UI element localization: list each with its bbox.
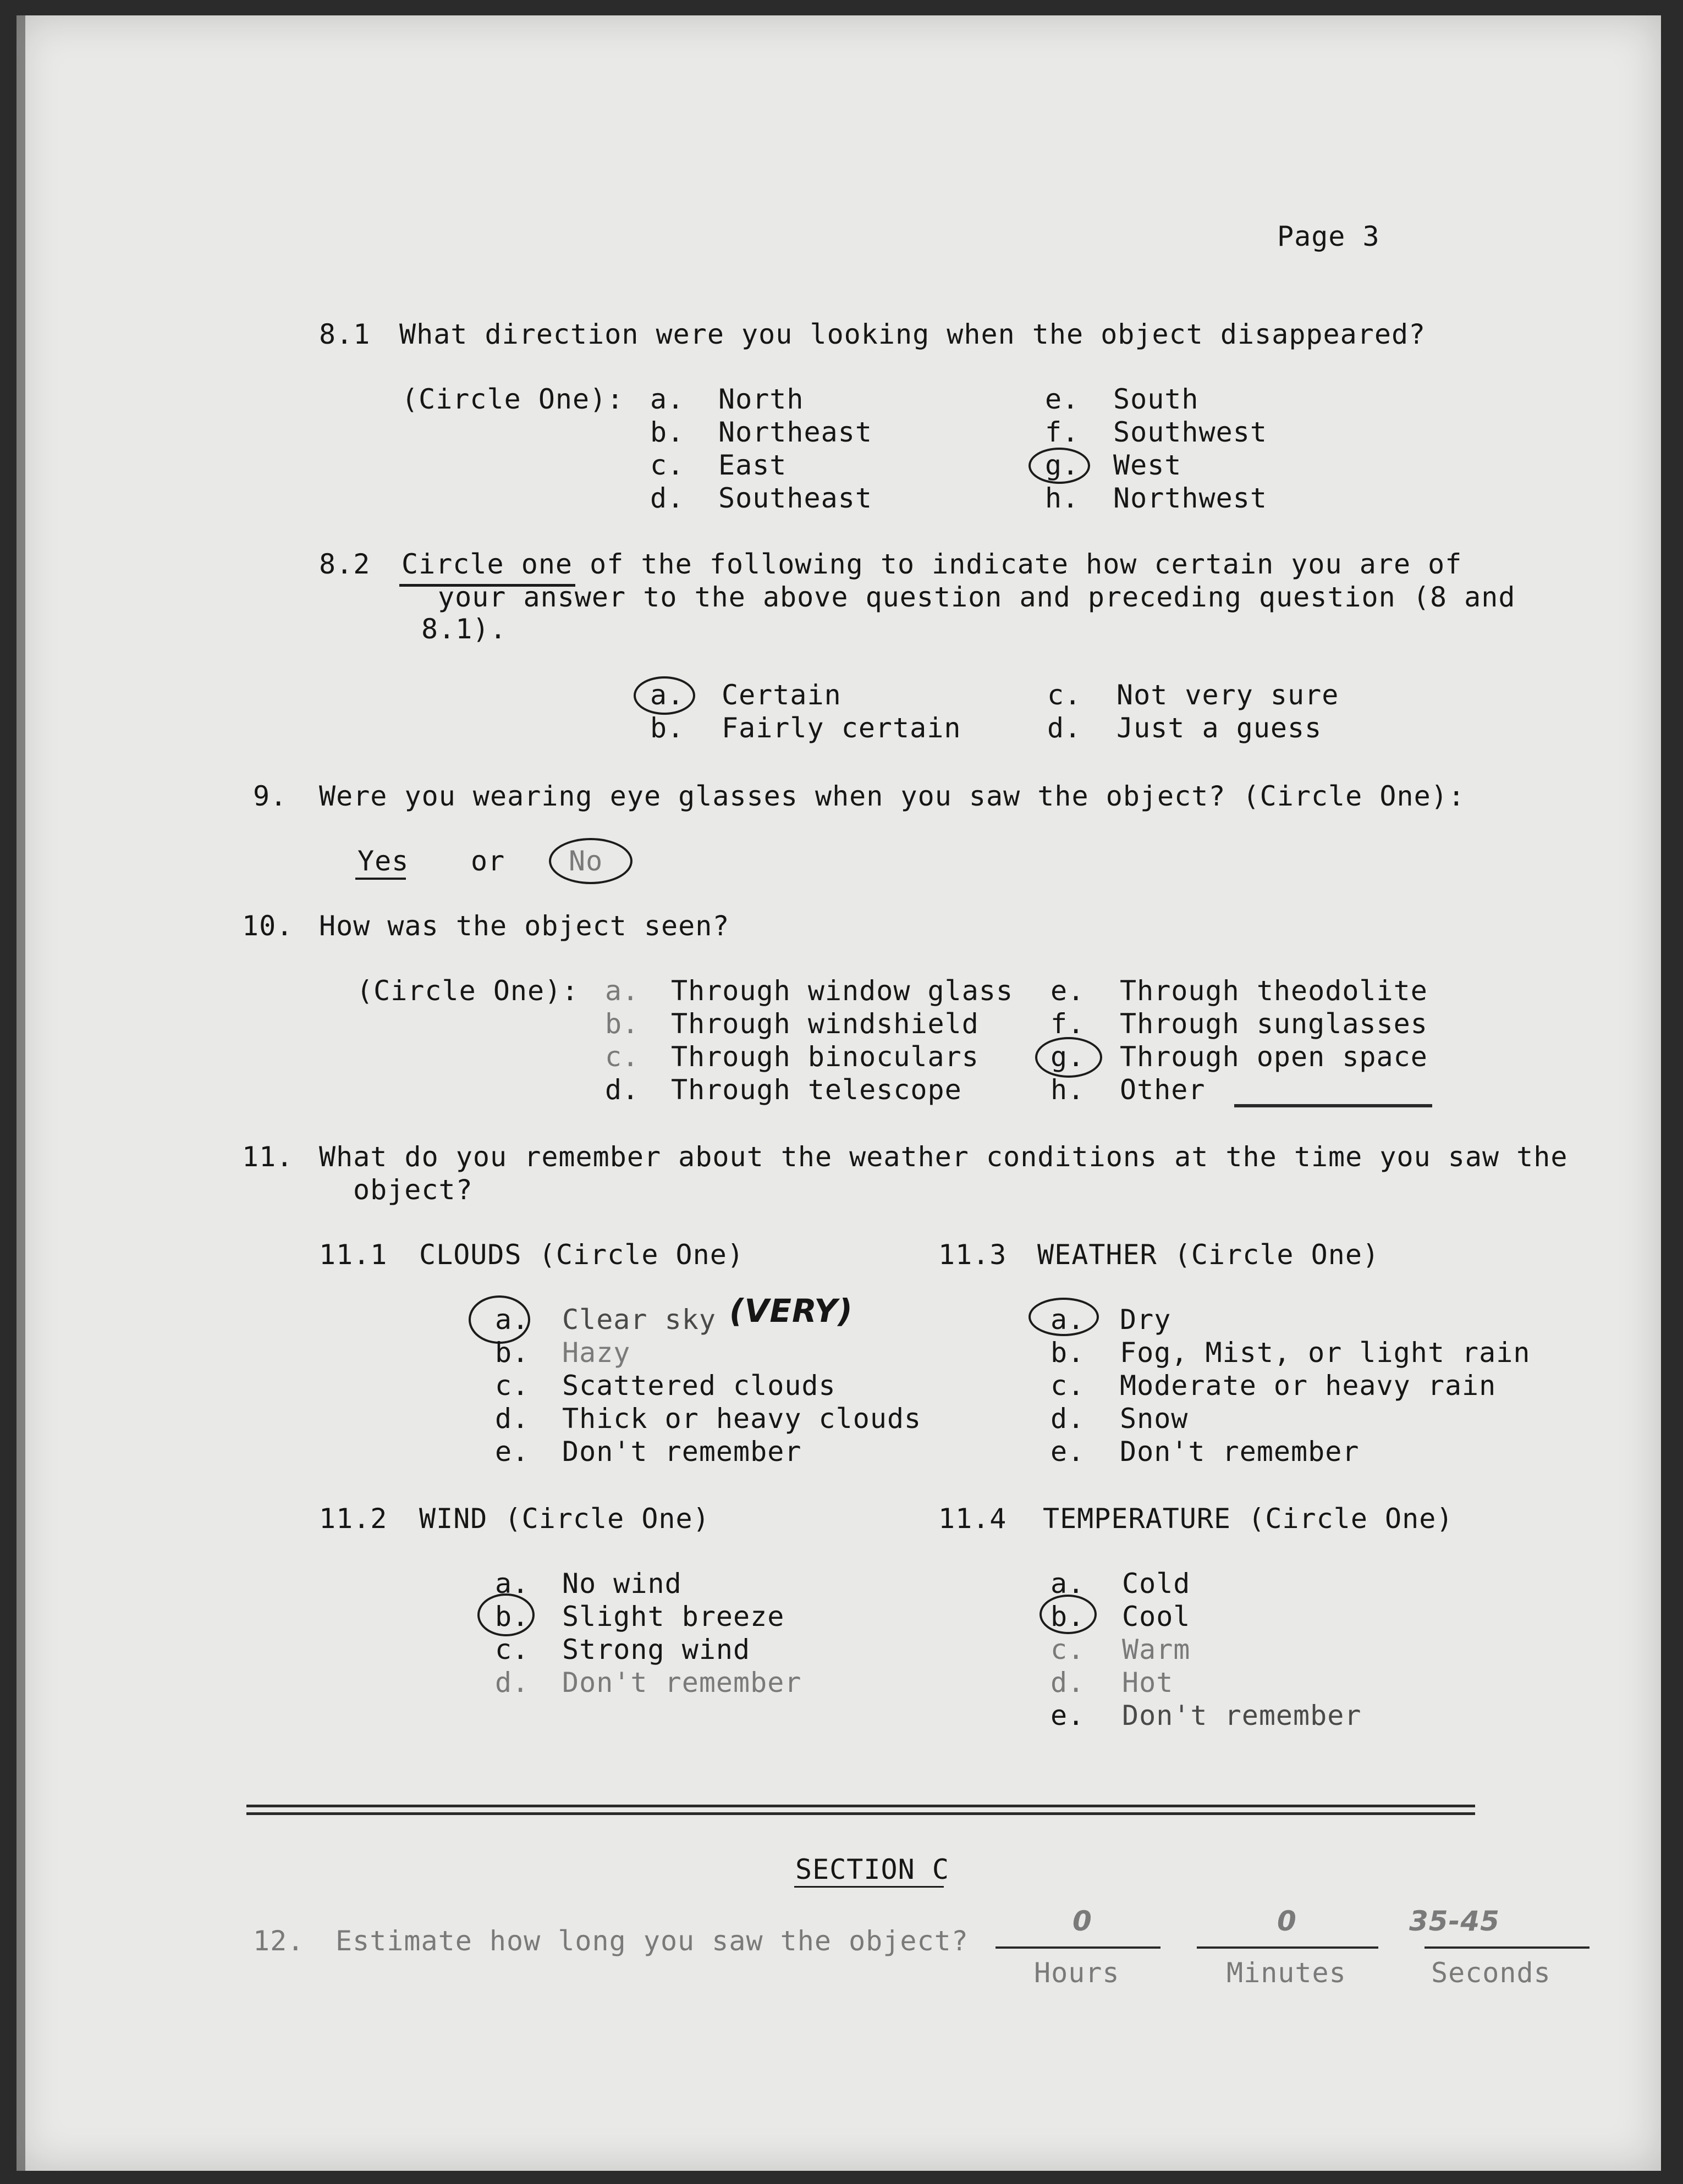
- option-no[interactable]: No: [569, 845, 603, 877]
- seconds-label: Seconds: [1431, 1957, 1551, 1989]
- option-letter: e.: [1050, 1436, 1085, 1468]
- option-hot[interactable]: Hot: [1122, 1667, 1174, 1698]
- option-letter: e.: [1050, 975, 1085, 1007]
- question-text-line2: object?: [353, 1174, 473, 1206]
- option-clear-sky[interactable]: Clear sky: [562, 1304, 716, 1336]
- option-letter: b.: [650, 712, 685, 744]
- wind-title: WIND (Circle One): [419, 1503, 710, 1535]
- option-strong-wind[interactable]: Strong wind: [562, 1634, 751, 1665]
- option-letter: d.: [1047, 712, 1082, 744]
- option-letter: a.: [605, 975, 640, 1007]
- option-binoculars[interactable]: Through binoculars: [671, 1041, 979, 1073]
- subquestion-number: 11.4: [938, 1503, 1007, 1535]
- option-letter: b.: [1050, 1337, 1085, 1369]
- option-certain[interactable]: Certain: [722, 679, 842, 711]
- option-dont-remember[interactable]: Don't remember: [562, 1667, 802, 1698]
- question-number: 12.: [253, 1925, 305, 1957]
- option-letter: e.: [1045, 383, 1080, 415]
- option-letter: c.: [1050, 1634, 1085, 1665]
- option-letter: a.: [650, 679, 685, 711]
- option-cold[interactable]: Cold: [1122, 1568, 1191, 1600]
- question-text-line1: What do you remember about the weather conditions at the time you saw the: [319, 1141, 1568, 1173]
- option-windshield[interactable]: Through windshield: [671, 1008, 979, 1040]
- subquestion-number: 11.3: [938, 1239, 1007, 1271]
- hours-label: Hours: [1034, 1957, 1120, 1989]
- question-number: 11.: [242, 1141, 294, 1173]
- circle-one-instruction: (Circle One):: [356, 975, 579, 1007]
- section-c-title: SECTION C: [795, 1854, 949, 1885]
- option-letter: g.: [1045, 449, 1080, 481]
- question-text: Were you wearing eye glasses when you saw the object? (Circle One):: [319, 780, 1465, 812]
- option-cool[interactable]: Cool: [1122, 1601, 1191, 1633]
- questionnaire-page: [16, 15, 1661, 2171]
- subquestion-number: 11.1: [319, 1239, 388, 1271]
- option-letter: b.: [495, 1337, 530, 1369]
- option-west[interactable]: West: [1113, 449, 1182, 481]
- handwritten-very-note: (VERY): [729, 1292, 853, 1330]
- minutes-value: 0: [1277, 1905, 1297, 1937]
- option-letter: a.: [1050, 1304, 1085, 1336]
- option-hazy[interactable]: Hazy: [562, 1337, 631, 1369]
- option-not-very-sure[interactable]: Not very sure: [1116, 679, 1339, 711]
- option-letter: d.: [495, 1667, 530, 1698]
- question-number: 8.1: [319, 318, 371, 350]
- option-north[interactable]: North: [718, 383, 804, 415]
- minutes-line[interactable]: [1197, 1946, 1378, 1949]
- question-number: 10.: [242, 910, 294, 942]
- option-letter: h.: [1050, 1074, 1085, 1106]
- question-text-line1: Circle one of the following to indicate how certain you are of: [402, 548, 1462, 580]
- section-divider: [246, 1805, 1475, 1807]
- clouds-title: CLOUDS (Circle One): [419, 1239, 744, 1271]
- option-just-a-guess[interactable]: Just a guess: [1116, 712, 1322, 744]
- selection-circle: [1040, 1595, 1097, 1634]
- option-letter: d.: [1050, 1403, 1085, 1435]
- question-text-line2: your answer to the above question and preceding question (8 and: [438, 581, 1516, 613]
- option-open-space[interactable]: Through open space: [1120, 1041, 1428, 1073]
- option-fairly-certain[interactable]: Fairly certain: [722, 712, 961, 744]
- section-divider: [246, 1812, 1475, 1815]
- option-letter: a.: [650, 383, 685, 415]
- option-letter: d.: [1050, 1667, 1085, 1698]
- other-blank-line[interactable]: [1234, 1104, 1432, 1107]
- option-thick-clouds[interactable]: Thick or heavy clouds: [562, 1403, 922, 1435]
- option-south[interactable]: South: [1113, 383, 1199, 415]
- option-letter: c.: [1047, 679, 1082, 711]
- option-letter: b.: [650, 416, 685, 448]
- option-northeast[interactable]: Northeast: [718, 416, 872, 448]
- option-letter: a.: [1050, 1568, 1085, 1600]
- option-letter: c.: [495, 1634, 530, 1665]
- option-window-glass[interactable]: Through window glass: [671, 975, 1014, 1007]
- option-letter: h.: [1045, 482, 1080, 514]
- option-letter: d.: [495, 1403, 530, 1435]
- option-telescope[interactable]: Through telescope: [671, 1074, 962, 1106]
- page-number: Page 3: [1277, 220, 1380, 252]
- seconds-value: 35-45: [1409, 1905, 1500, 1937]
- selection-circle: [1028, 448, 1090, 484]
- option-letter: e.: [495, 1436, 530, 1468]
- question-number: 9.: [253, 780, 288, 812]
- option-warm[interactable]: Warm: [1122, 1634, 1191, 1665]
- question-text: How was the object seen?: [319, 910, 730, 942]
- question-text: Estimate how long you saw the object?: [336, 1925, 969, 1957]
- option-letter: e.: [1050, 1700, 1085, 1731]
- seconds-line[interactable]: [1425, 1946, 1590, 1949]
- option-dry[interactable]: Dry: [1120, 1304, 1172, 1336]
- option-snow[interactable]: Snow: [1120, 1403, 1189, 1435]
- hours-value: 0: [1072, 1905, 1092, 1937]
- or-text: or: [471, 845, 505, 877]
- selection-circle: [634, 676, 695, 715]
- option-letter: a.: [495, 1568, 530, 1600]
- option-fog-mist[interactable]: Fog, Mist, or light rain: [1120, 1337, 1531, 1369]
- option-letter: g.: [1050, 1041, 1085, 1073]
- option-letter: b.: [495, 1601, 530, 1633]
- subquestion-number: 11.2: [319, 1503, 388, 1535]
- selection-circle: [477, 1593, 535, 1636]
- option-yes[interactable]: Yes: [358, 845, 409, 877]
- option-east[interactable]: East: [718, 449, 787, 481]
- hours-line[interactable]: [996, 1946, 1160, 1949]
- option-letter: b.: [605, 1008, 640, 1040]
- option-letter: d.: [650, 482, 685, 514]
- question-number: 8.2: [319, 548, 371, 580]
- option-southwest[interactable]: Southwest: [1113, 416, 1267, 448]
- option-dont-remember[interactable]: Don't remember: [1120, 1436, 1360, 1468]
- option-letter: f.: [1045, 416, 1080, 448]
- option-letter: d.: [605, 1074, 640, 1106]
- option-letter: a.: [495, 1304, 530, 1336]
- option-scattered-clouds[interactable]: Scattered clouds: [562, 1370, 836, 1402]
- option-letter: c.: [495, 1370, 530, 1402]
- option-letter: c.: [605, 1041, 640, 1073]
- scan-edge: [16, 15, 25, 2171]
- circle-one-instruction: (Circle One):: [402, 383, 624, 415]
- question-text: What direction were you looking when the object disappeared?: [399, 318, 1426, 350]
- option-dont-remember[interactable]: Don't remember: [562, 1436, 802, 1468]
- minutes-label: Minutes: [1226, 1957, 1346, 1989]
- option-theodolite[interactable]: Through theodolite: [1120, 975, 1428, 1007]
- section-c-underline: [794, 1886, 944, 1888]
- option-southeast[interactable]: Southeast: [718, 482, 872, 514]
- option-dont-remember[interactable]: Don't remember: [1122, 1700, 1362, 1731]
- option-letter: c.: [1050, 1370, 1085, 1402]
- option-no-wind[interactable]: No wind: [562, 1568, 682, 1600]
- option-letter: c.: [650, 449, 685, 481]
- selection-circle: [1028, 1298, 1099, 1336]
- yes-underline: [355, 878, 406, 880]
- option-letter: b.: [1050, 1601, 1085, 1633]
- selection-circle: [549, 838, 632, 884]
- temperature-title: TEMPERATURE (Circle One): [1043, 1503, 1454, 1535]
- selection-circle: [1035, 1037, 1102, 1078]
- option-letter: f.: [1050, 1008, 1085, 1040]
- option-heavy-rain[interactable]: Moderate or heavy rain: [1120, 1370, 1497, 1402]
- question-text-line3: 8.1).: [421, 613, 507, 645]
- option-slight-breeze[interactable]: Slight breeze: [562, 1601, 785, 1633]
- weather-title: WEATHER (Circle One): [1037, 1239, 1380, 1271]
- option-northwest[interactable]: Northwest: [1113, 482, 1267, 514]
- option-other[interactable]: Other: [1120, 1074, 1206, 1106]
- option-sunglasses[interactable]: Through sunglasses: [1120, 1008, 1428, 1040]
